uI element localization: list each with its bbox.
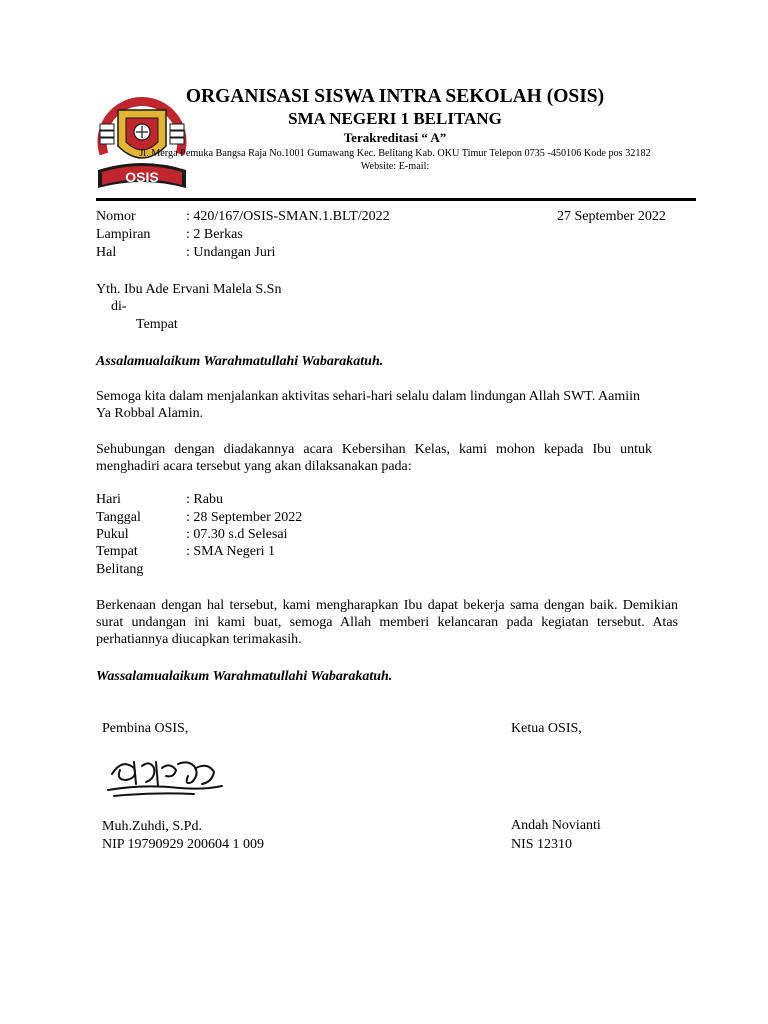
greeting: Assalamualaikum Warahmatullahi Wabarakatuh.	[96, 354, 384, 369]
recipient-place: Tempat	[136, 317, 178, 332]
recipient-di: di-	[111, 299, 127, 314]
lampiran-value: : 2 Berkas	[186, 227, 243, 242]
tempat-label: Tempat	[96, 544, 138, 559]
paragraph-invitation: Sehubungan dengan diadakannya acara Kebersihan Kelas, kami mohon kepada Ibu untuk menghadiri acara tersebut yang akan dilaksanakan pada:	[96, 442, 652, 474]
closing-greeting: Wassalamualaikum Warahmatullahi Wabarakatuh.	[96, 669, 393, 684]
tempat-value: : SMA Negeri 1	[186, 544, 276, 559]
pukul-label: Pukul	[96, 527, 129, 542]
hal-label: Hal	[96, 245, 117, 260]
hari-label: Hari	[96, 492, 121, 507]
contact-line: Website: E-mail:	[360, 161, 430, 172]
logo-text: OSIS	[125, 169, 159, 185]
signature-image	[104, 752, 228, 804]
accreditation: Terakreditasi “ A”	[343, 130, 447, 145]
pukul-value: : 07.30 s.d Selesai	[186, 527, 288, 542]
hari-value: : Rabu	[186, 492, 223, 507]
hal-value: : Undangan Juri	[186, 245, 276, 260]
org-name: ORGANISASI SISWA INTRA SEKOLAH (OSIS)	[185, 86, 605, 107]
tempat-continued: Belitang	[96, 562, 144, 577]
nomor-label: Nomor	[96, 209, 136, 224]
pembina-title: Pembina OSIS,	[102, 721, 189, 736]
pembina-name: Muh.Zuhdi, S.Pd.	[102, 819, 202, 834]
header-divider	[96, 198, 696, 201]
ketua-title: Ketua OSIS,	[511, 721, 582, 736]
school-name: SMA NEGERI 1 BELITANG	[288, 109, 502, 128]
ketua-nis: NIS 12310	[511, 837, 573, 852]
tanggal-value: : 28 September 2022	[186, 510, 303, 525]
recipient-name: Yth. Ibu Ade Ervani Malela S.Sn	[96, 282, 282, 297]
address: Jl. Merga Pemuka Bangsa Raja No.1001 Gumawang Kec. Belitang Kab. OKU Timur Telepon 0735 -450106 Kode pos 32182	[139, 148, 651, 159]
paragraph-opening: Semoga kita dalam menjalankan aktivitas sehari-hari selalu dalam lindungan Allah SWT. Aamiin Ya Robbal Alamin.	[96, 389, 641, 421]
nomor-value: : 420/167/OSIS-SMAN.1.BLT/2022	[186, 209, 390, 224]
ketua-name: Andah Novianti	[511, 818, 601, 833]
paragraph-closing: Berkenaan dengan hal tersebut, kami mengharapkan Ibu dapat bekerja sama dengan baik. Demikian surat undangan ini kami buat, semoga Allah memberi kelancaran pada kegiatan tersebut. Atas perhatiannya diucapkan terimakasih.	[96, 598, 678, 647]
pembina-nip: NIP 19790929 200604 1 009	[102, 837, 265, 852]
lampiran-label: Lampiran	[96, 227, 151, 242]
letter-date: 27 September 2022	[557, 209, 666, 224]
tanggal-label: Tanggal	[96, 510, 141, 525]
